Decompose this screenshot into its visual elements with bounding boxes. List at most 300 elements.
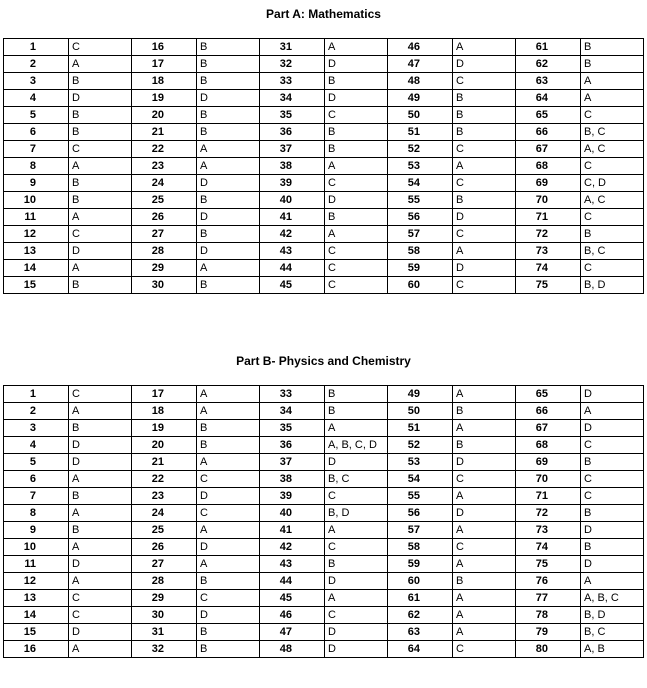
- question-number: 63: [516, 73, 581, 90]
- table-row: [4, 522, 644, 539]
- question-number: 17: [132, 56, 197, 73]
- question-number: 69: [516, 175, 581, 192]
- answer-cell: B: [325, 386, 388, 403]
- question-number: 46: [388, 39, 453, 56]
- table-row: [4, 192, 644, 209]
- answer-cell: B: [581, 505, 644, 522]
- question-number: 66: [516, 403, 581, 420]
- answer-cell: B, D: [325, 505, 388, 522]
- table-row: [4, 454, 644, 471]
- answer-cell: B: [69, 420, 132, 437]
- answer-cell: C: [325, 175, 388, 192]
- answer-cell: C: [453, 73, 516, 90]
- answer-cell: C: [69, 607, 132, 624]
- answer-cell: C: [453, 539, 516, 556]
- answer-cell: B: [581, 56, 644, 73]
- question-number: 34: [260, 403, 325, 420]
- question-number: 67: [516, 420, 581, 437]
- table-row: [4, 420, 644, 437]
- question-number: 30: [132, 277, 197, 294]
- answer-cell: C: [69, 386, 132, 403]
- question-number: 52: [388, 437, 453, 454]
- question-number: 78: [516, 607, 581, 624]
- question-number: 15: [4, 624, 69, 641]
- question-number: 18: [132, 403, 197, 420]
- answer-cell: D: [69, 454, 132, 471]
- answer-cell: A: [69, 260, 132, 277]
- answer-cell: A: [453, 607, 516, 624]
- question-number: 7: [4, 488, 69, 505]
- answer-cell: A: [197, 522, 260, 539]
- question-number: 25: [132, 522, 197, 539]
- answer-cell: A: [453, 488, 516, 505]
- answer-cell: D: [197, 607, 260, 624]
- answer-cell: C: [453, 641, 516, 658]
- answer-cell: A, B, C, D: [325, 437, 388, 454]
- question-number: 21: [132, 454, 197, 471]
- question-number: 56: [388, 209, 453, 226]
- question-number: 12: [4, 573, 69, 590]
- question-number: 59: [388, 260, 453, 277]
- answer-cell: D: [325, 454, 388, 471]
- question-number: 65: [516, 107, 581, 124]
- answer-cell: B, D: [581, 277, 644, 294]
- question-number: 11: [4, 209, 69, 226]
- question-number: 45: [260, 590, 325, 607]
- question-number: 69: [516, 454, 581, 471]
- question-number: 34: [260, 90, 325, 107]
- question-number: 31: [132, 624, 197, 641]
- question-number: 37: [260, 141, 325, 158]
- answer-cell: B: [69, 73, 132, 90]
- answer-cell: A: [453, 39, 516, 56]
- question-number: 23: [132, 488, 197, 505]
- answer-cell: B: [197, 56, 260, 73]
- answer-cell: C: [325, 488, 388, 505]
- question-number: 51: [388, 420, 453, 437]
- question-number: 61: [516, 39, 581, 56]
- answer-cell: C: [581, 260, 644, 277]
- answer-cell: A: [197, 454, 260, 471]
- question-number: 70: [516, 471, 581, 488]
- question-number: 49: [388, 386, 453, 403]
- question-number: 38: [260, 158, 325, 175]
- question-number: 1: [4, 386, 69, 403]
- question-number: 28: [132, 243, 197, 260]
- answer-cell: C: [325, 607, 388, 624]
- question-number: 8: [4, 158, 69, 175]
- answer-cell: B: [325, 556, 388, 573]
- answer-cell: B: [69, 124, 132, 141]
- part-b-title: Part B- Physics and Chemistry: [236, 354, 411, 368]
- answer-cell: A: [197, 556, 260, 573]
- answer-cell: A, C: [581, 141, 644, 158]
- question-number: 22: [132, 471, 197, 488]
- answer-cell: A: [581, 73, 644, 90]
- question-number: 75: [516, 277, 581, 294]
- answer-cell: C: [453, 226, 516, 243]
- answer-cell: A: [69, 641, 132, 658]
- question-number: 53: [388, 454, 453, 471]
- question-number: 58: [388, 539, 453, 556]
- answer-cell: C: [69, 226, 132, 243]
- question-number: 27: [132, 226, 197, 243]
- answer-cell: A: [197, 141, 260, 158]
- answer-cell: A: [581, 403, 644, 420]
- answer-cell: B: [325, 141, 388, 158]
- table-row: [4, 573, 644, 590]
- question-number: 22: [132, 141, 197, 158]
- question-number: 73: [516, 243, 581, 260]
- answer-cell: A: [69, 539, 132, 556]
- answer-cell: D: [197, 488, 260, 505]
- question-number: 45: [260, 277, 325, 294]
- answer-cell: D: [69, 556, 132, 573]
- table-row: [4, 607, 644, 624]
- answer-cell: B: [453, 403, 516, 420]
- answer-cell: D: [581, 556, 644, 573]
- question-number: 5: [4, 107, 69, 124]
- answer-cell: D: [197, 539, 260, 556]
- question-number: 48: [388, 73, 453, 90]
- answer-cell: C: [69, 590, 132, 607]
- answer-cell: A: [69, 56, 132, 73]
- question-number: 28: [132, 573, 197, 590]
- question-number: 70: [516, 192, 581, 209]
- question-number: 35: [260, 420, 325, 437]
- answer-cell: C: [325, 260, 388, 277]
- question-number: 71: [516, 488, 581, 505]
- answer-cell: A: [581, 573, 644, 590]
- answer-cell: A, B: [581, 641, 644, 658]
- question-number: 10: [4, 539, 69, 556]
- question-number: 13: [4, 243, 69, 260]
- question-number: 67: [516, 141, 581, 158]
- answer-cell: A: [197, 403, 260, 420]
- answer-cell: A: [325, 226, 388, 243]
- answer-cell: C, D: [581, 175, 644, 192]
- question-number: 71: [516, 209, 581, 226]
- question-number: 39: [260, 488, 325, 505]
- question-number: 16: [132, 39, 197, 56]
- question-number: 2: [4, 403, 69, 420]
- question-number: 47: [388, 56, 453, 73]
- question-number: 23: [132, 158, 197, 175]
- question-number: 2: [4, 56, 69, 73]
- table-row: [4, 90, 644, 107]
- answer-cell: A, C: [581, 192, 644, 209]
- question-number: 16: [4, 641, 69, 658]
- answer-cell: A: [325, 590, 388, 607]
- question-number: 30: [132, 607, 197, 624]
- table-row: [4, 209, 644, 226]
- answer-cell: B, C: [325, 471, 388, 488]
- table-row: [4, 624, 644, 641]
- answer-cell: A: [453, 522, 516, 539]
- question-number: 24: [132, 175, 197, 192]
- answer-cell: C: [69, 141, 132, 158]
- question-number: 73: [516, 522, 581, 539]
- answer-cell: B: [69, 277, 132, 294]
- answer-cell: B: [197, 39, 260, 56]
- question-number: 50: [388, 107, 453, 124]
- question-number: 26: [132, 209, 197, 226]
- question-number: 41: [260, 522, 325, 539]
- table-row: [4, 641, 644, 658]
- question-number: 12: [4, 226, 69, 243]
- answer-cell: B: [325, 209, 388, 226]
- question-number: 32: [132, 641, 197, 658]
- question-number: 19: [132, 420, 197, 437]
- question-number: 29: [132, 590, 197, 607]
- question-number: 6: [4, 124, 69, 141]
- answer-cell: B, C: [581, 624, 644, 641]
- answer-cell: D: [69, 243, 132, 260]
- question-number: 61: [388, 590, 453, 607]
- table-row: [4, 590, 644, 607]
- question-number: 17: [132, 386, 197, 403]
- answer-cell: B: [581, 39, 644, 56]
- answer-cell: D: [325, 90, 388, 107]
- question-number: 74: [516, 539, 581, 556]
- table-row: [4, 260, 644, 277]
- answer-cell: D: [581, 386, 644, 403]
- question-number: 55: [388, 192, 453, 209]
- answer-cell: D: [581, 522, 644, 539]
- answer-cell: C: [197, 590, 260, 607]
- question-number: 39: [260, 175, 325, 192]
- question-number: 48: [260, 641, 325, 658]
- answer-cell: C: [581, 107, 644, 124]
- question-number: 54: [388, 175, 453, 192]
- question-number: 65: [516, 386, 581, 403]
- question-number: 64: [516, 90, 581, 107]
- answer-cell: C: [325, 243, 388, 260]
- question-number: 43: [260, 556, 325, 573]
- question-number: 4: [4, 90, 69, 107]
- answer-cell: B: [69, 192, 132, 209]
- answer-cell: C: [325, 277, 388, 294]
- question-number: 33: [260, 73, 325, 90]
- question-number: 37: [260, 454, 325, 471]
- answer-cell: D: [69, 437, 132, 454]
- answer-cell: B: [197, 73, 260, 90]
- question-number: 20: [132, 107, 197, 124]
- question-number: 76: [516, 573, 581, 590]
- answer-cell: C: [581, 471, 644, 488]
- answer-cell: C: [69, 39, 132, 56]
- question-number: 54: [388, 471, 453, 488]
- table-row: [4, 539, 644, 556]
- answer-cell: B: [197, 641, 260, 658]
- question-number: 15: [4, 277, 69, 294]
- table-row: [4, 39, 644, 56]
- answer-cell: B: [197, 573, 260, 590]
- question-number: 10: [4, 192, 69, 209]
- answer-cell: C: [581, 158, 644, 175]
- answer-cell: C: [325, 539, 388, 556]
- question-number: 53: [388, 158, 453, 175]
- answer-cell: D: [581, 420, 644, 437]
- question-number: 75: [516, 556, 581, 573]
- answer-cell: B: [69, 175, 132, 192]
- question-number: 36: [260, 124, 325, 141]
- answer-cell: B: [453, 573, 516, 590]
- answer-cell: A: [325, 522, 388, 539]
- answer-cell: B: [197, 107, 260, 124]
- answer-cell: D: [453, 260, 516, 277]
- question-number: 19: [132, 90, 197, 107]
- answer-cell: B: [69, 107, 132, 124]
- question-number: 80: [516, 641, 581, 658]
- answer-cell: A: [453, 386, 516, 403]
- question-number: 11: [4, 556, 69, 573]
- question-number: 13: [4, 590, 69, 607]
- question-number: 43: [260, 243, 325, 260]
- answer-cell: D: [325, 641, 388, 658]
- question-number: 8: [4, 505, 69, 522]
- question-number: 26: [132, 539, 197, 556]
- question-number: 25: [132, 192, 197, 209]
- answer-cell: A: [453, 624, 516, 641]
- question-number: 1: [4, 39, 69, 56]
- question-number: 40: [260, 505, 325, 522]
- question-number: 63: [388, 624, 453, 641]
- question-number: 60: [388, 573, 453, 590]
- answer-cell: B: [197, 226, 260, 243]
- table-row: [4, 488, 644, 505]
- table-row: [4, 107, 644, 124]
- answer-cell: A: [325, 158, 388, 175]
- answer-cell: A: [453, 556, 516, 573]
- question-number: 58: [388, 243, 453, 260]
- question-number: 41: [260, 209, 325, 226]
- answer-cell: B, C: [581, 243, 644, 260]
- question-number: 14: [4, 260, 69, 277]
- answer-cell: A: [69, 403, 132, 420]
- answer-cell: C: [325, 107, 388, 124]
- question-number: 18: [132, 73, 197, 90]
- question-number: 6: [4, 471, 69, 488]
- answer-cell: D: [453, 209, 516, 226]
- table-row: [4, 226, 644, 243]
- answer-cell: C: [581, 488, 644, 505]
- answer-cell: D: [453, 454, 516, 471]
- answer-cell: B: [581, 226, 644, 243]
- question-number: 32: [260, 56, 325, 73]
- question-number: 20: [132, 437, 197, 454]
- answer-cell: A: [69, 209, 132, 226]
- question-number: 44: [260, 573, 325, 590]
- question-number: 64: [388, 641, 453, 658]
- answer-cell: A: [197, 158, 260, 175]
- answer-cell: D: [325, 56, 388, 73]
- table-row: [4, 386, 644, 403]
- question-number: 55: [388, 488, 453, 505]
- answer-cell: C: [581, 209, 644, 226]
- question-number: 47: [260, 624, 325, 641]
- question-number: 33: [260, 386, 325, 403]
- question-number: 72: [516, 505, 581, 522]
- answer-cell: D: [197, 90, 260, 107]
- answer-cell: D: [325, 573, 388, 590]
- question-number: 66: [516, 124, 581, 141]
- table-row: [4, 141, 644, 158]
- table-row: [4, 403, 644, 420]
- question-number: 62: [388, 607, 453, 624]
- question-number: 79: [516, 624, 581, 641]
- answer-cell: B: [197, 124, 260, 141]
- table-row: [4, 277, 644, 294]
- answer-cell: B: [197, 277, 260, 294]
- table-row: [4, 505, 644, 522]
- table-row: [4, 73, 644, 90]
- part-b-answer-table: [3, 385, 644, 658]
- table-row: [4, 437, 644, 454]
- question-number: 68: [516, 437, 581, 454]
- answer-cell: B: [197, 420, 260, 437]
- answer-cell: B: [453, 124, 516, 141]
- answer-cell: A: [581, 90, 644, 107]
- question-number: 44: [260, 260, 325, 277]
- table-row: [4, 124, 644, 141]
- answer-cell: B: [325, 403, 388, 420]
- question-number: 9: [4, 522, 69, 539]
- table-row: [4, 556, 644, 573]
- answer-cell: C: [453, 141, 516, 158]
- part-a-answer-table: [3, 38, 644, 294]
- question-number: 56: [388, 505, 453, 522]
- question-number: 77: [516, 590, 581, 607]
- answer-cell: B: [69, 522, 132, 539]
- question-number: 42: [260, 539, 325, 556]
- answer-cell: B, C: [581, 124, 644, 141]
- question-number: 51: [388, 124, 453, 141]
- answer-cell: B: [325, 124, 388, 141]
- answer-cell: D: [325, 192, 388, 209]
- question-number: 38: [260, 471, 325, 488]
- answer-cell: D: [197, 243, 260, 260]
- question-number: 40: [260, 192, 325, 209]
- question-number: 74: [516, 260, 581, 277]
- answer-cell: D: [325, 624, 388, 641]
- question-number: 14: [4, 607, 69, 624]
- question-number: 27: [132, 556, 197, 573]
- answer-cell: B: [581, 539, 644, 556]
- answer-cell: A: [453, 158, 516, 175]
- answer-cell: A: [453, 590, 516, 607]
- answer-cell: A: [197, 260, 260, 277]
- question-number: 21: [132, 124, 197, 141]
- question-number: 7: [4, 141, 69, 158]
- answer-cell: A: [69, 505, 132, 522]
- question-number: 3: [4, 73, 69, 90]
- answer-cell: B: [581, 454, 644, 471]
- table-row: [4, 175, 644, 192]
- answer-cell: B: [197, 624, 260, 641]
- question-number: 59: [388, 556, 453, 573]
- question-number: 46: [260, 607, 325, 624]
- answer-cell: C: [453, 277, 516, 294]
- question-number: 36: [260, 437, 325, 454]
- answer-cell: C: [453, 175, 516, 192]
- question-number: 29: [132, 260, 197, 277]
- question-number: 5: [4, 454, 69, 471]
- table-row: [4, 56, 644, 73]
- answer-cell: D: [453, 505, 516, 522]
- answer-cell: C: [197, 471, 260, 488]
- question-number: 35: [260, 107, 325, 124]
